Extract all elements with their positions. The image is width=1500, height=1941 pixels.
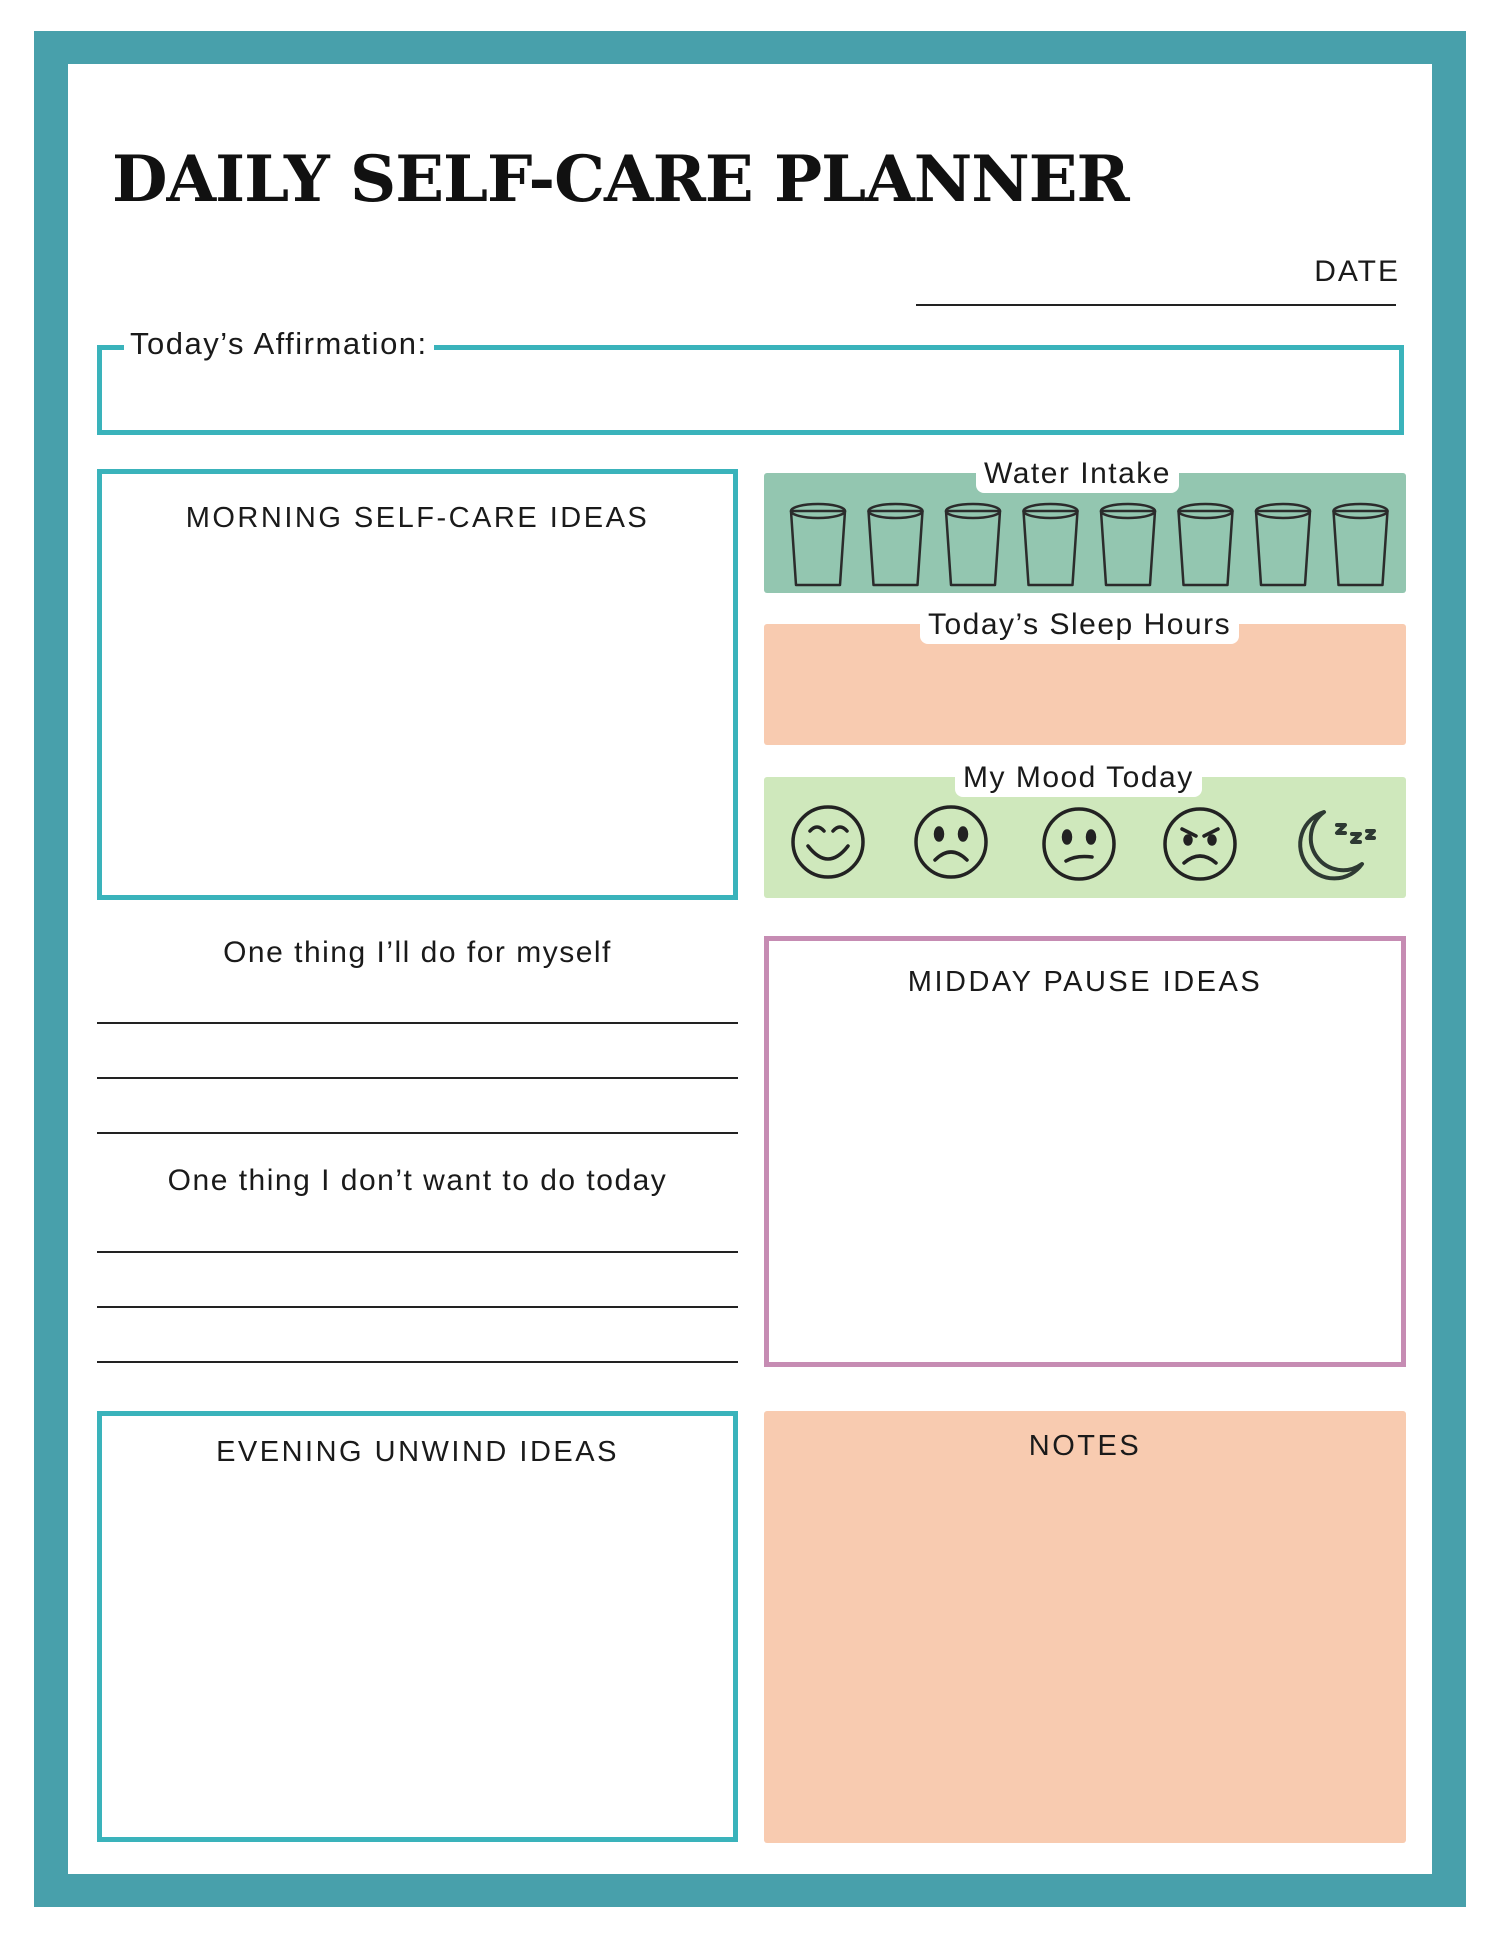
glass-icon[interactable] xyxy=(869,504,923,585)
dont-want-line-2[interactable] xyxy=(97,1306,738,1308)
water-intake-label: Water Intake xyxy=(976,455,1179,493)
page-title: DAILY SELF-CARE PLANNER xyxy=(112,142,1129,217)
glass-icon[interactable] xyxy=(1024,504,1078,585)
glass-icon[interactable] xyxy=(946,504,1000,585)
sleep-hours-label: Today’s Sleep Hours xyxy=(920,606,1239,644)
glass-icon[interactable] xyxy=(791,504,845,585)
glass-icon[interactable] xyxy=(1179,504,1233,585)
evening-ideas-box[interactable] xyxy=(97,1411,738,1842)
glass-icon[interactable] xyxy=(1256,504,1310,585)
morning-ideas-box[interactable] xyxy=(97,469,738,900)
do-for-myself-prompt: One thing I’ll do for myself xyxy=(223,936,612,969)
sleepy-moon-icon[interactable] xyxy=(1300,812,1374,878)
sad-face-icon[interactable] xyxy=(916,807,986,877)
notes-panel[interactable] xyxy=(764,1411,1406,1843)
affirmation-label: Today’s Affirmation: xyxy=(124,326,434,362)
dont-want-line-3[interactable] xyxy=(97,1361,738,1363)
do-for-myself-line-2[interactable] xyxy=(97,1077,738,1079)
midday-ideas-box[interactable] xyxy=(764,936,1406,1367)
glass-icon[interactable] xyxy=(1101,504,1155,585)
dont-want-line-1[interactable] xyxy=(97,1251,738,1253)
do-for-myself-line-1[interactable] xyxy=(97,1022,738,1024)
happy-face-icon[interactable] xyxy=(793,807,863,877)
date-label: DATE xyxy=(1314,255,1400,288)
glass-icon[interactable] xyxy=(1334,504,1388,585)
do-for-myself-line-3[interactable] xyxy=(97,1132,738,1134)
midday-ideas-title: MIDDAY PAUSE IDEAS xyxy=(907,966,1263,998)
evening-ideas-title: EVENING UNWIND IDEAS xyxy=(216,1436,619,1468)
date-field[interactable] xyxy=(916,304,1396,306)
confused-face-icon[interactable] xyxy=(1044,809,1114,879)
dont-want-prompt: One thing I don’t want to do today xyxy=(167,1164,668,1197)
morning-ideas-title: MORNING SELF-CARE IDEAS xyxy=(185,502,650,534)
angry-face-icon[interactable] xyxy=(1165,809,1235,879)
mood-label: My Mood Today xyxy=(955,759,1202,797)
notes-title: NOTES xyxy=(1028,1430,1142,1462)
